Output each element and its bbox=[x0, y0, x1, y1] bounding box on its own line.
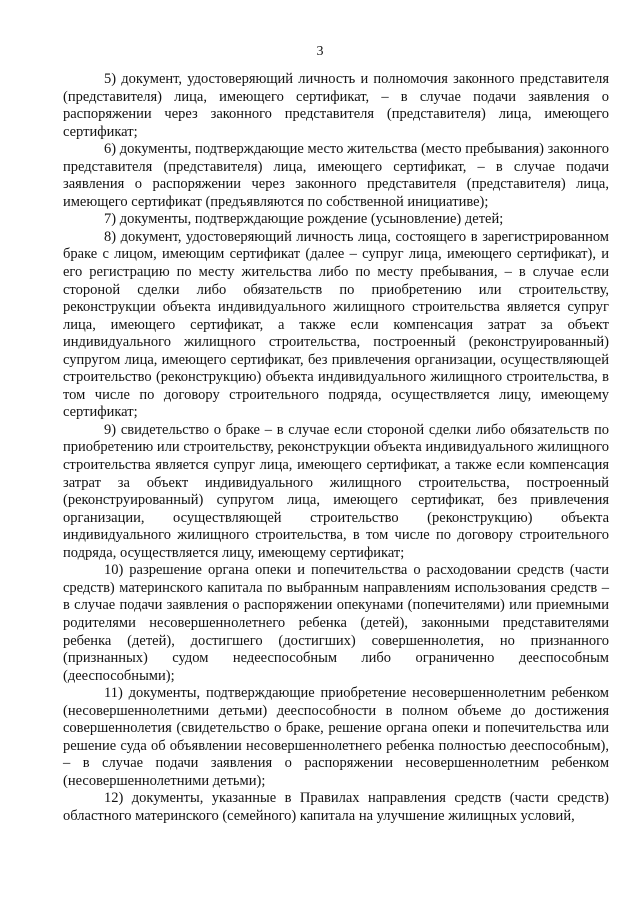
document-body bbox=[63, 71, 609, 826]
list-item-11: 11) документы, подтверждающие приобретение несовершеннолетним ребенком (несовершеннолетними детьми) дееспособности в полном объеме до достижения совершеннолетия (свидетельство о браке, решение органа опеки и попечительства или решение суда об объявлении несовершеннолетнего ребенка полностью дееспособным), – в случае подачи заявления о распоряжении несовершеннолетним ребенком (несовершеннолетними детьми); bbox=[63, 685, 609, 789]
list-item-6: 6) документы, подтверждающие место жительства (место пребывания) законного представителя (представителя) лица, имеющего сертификат, – в случае подачи заявления о распоряжении через законного представителя (представителя) лица, имеющего сертификат (предъявляются по собственной инициативе); bbox=[63, 141, 609, 210]
list-item-9: 9) свидетельство о браке – в случае если стороной сделки либо обязательств по приобретению или строительству, реконструкции объекта индивидуального жилищного строительства является супруг лица, имеющего сертификат, а также если компенсация затрат за объект индивидуального жилищного строительства, построенный (реконструированный) супругом лица, имеющего сертификат, без привлечения организации, осуществляющей строительство (реконструкцию) объекта индивидуального жилищного строительства, в том числе по договору строительного подряда, осуществляется лицу, имеющему сертификат; bbox=[63, 421, 609, 561]
list-item-5: 5) документ, удостоверяющий личность и полномочия законного представителя (представителя) лица, имеющего сертификат, – в случае подачи заявления о распоряжении через законного представителя (представителя) лица, имеющего сертификат; bbox=[63, 71, 609, 140]
list-item-7: 7) документы, подтверждающие рождение (усыновление) детей; bbox=[104, 211, 504, 228]
list-item-12: 12) документы, указанные в Правилах направления средств (части средств) областного материнского (семейного) капитала на улучшение жилищных условий, bbox=[63, 790, 609, 824]
list-item-10: 10) разрешение органа опеки и попечительства о расходовании средств (части средств) материнского капитала по выбранным направлениям использования средств – в случае подачи заявления о распоряжении опекунами (попечителями) или приемными родителями несовершеннолетнего ребенка (детей), законными представителями ребенка (детей), достигшего (достигших) совершеннолетия, но признанного (признанных) судом недееспособным либо ограниченно дееспособным (дееспособными); bbox=[63, 562, 609, 684]
list-item-8: 8) документ, удостоверяющий личность лица, состоящего в зарегистрированном браке с лицом, имеющим сертификат (далее – супруг лица, имеющего сертификат), и его регистрацию по месту жительства либо по месту пребывания, – в случае если стороной сделки либо обязательств по приобретению или строительству, реконструкции объекта индивидуального жилищного строительства является супруг лица, имеющего сертификат, а также если компенсация затрат за объект индивидуального жилищного строительства, построенный (реконструированный) супругом лица, имеющего сертификат, без привлечения организации, осуществляющей строительство (реконструкцию) объекта индивидуального жилищного строительства, в том числе по договору строительного подряда, осуществляется лицу, имеющему сертификат; bbox=[63, 228, 609, 421]
page-number: 3 bbox=[316, 44, 324, 59]
